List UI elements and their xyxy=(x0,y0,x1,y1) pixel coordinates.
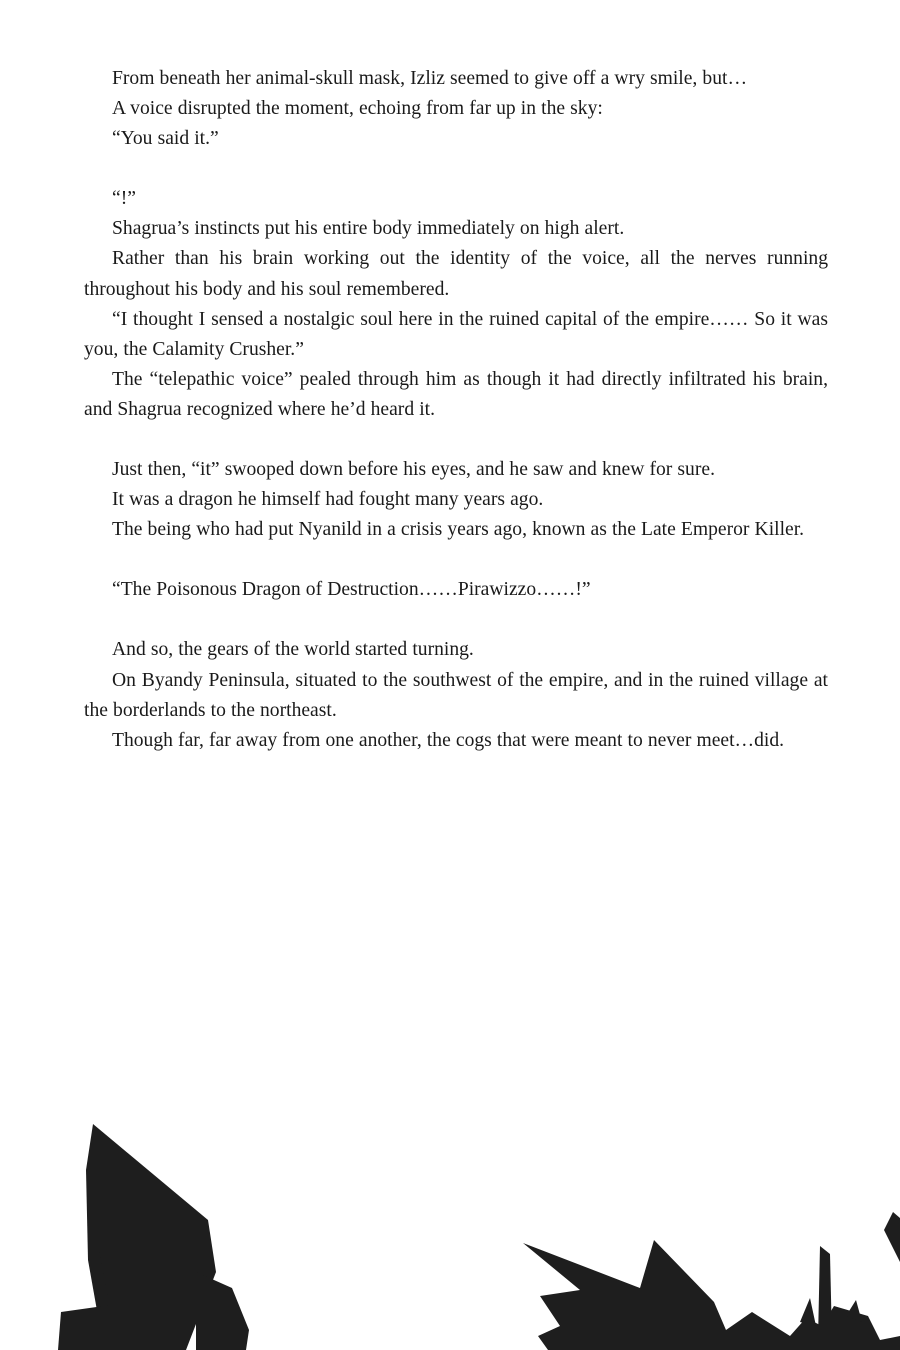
paragraph: A voice disrupted the moment, echoing from far up in the sky: xyxy=(112,98,603,120)
rubble-jagged-right xyxy=(523,1240,900,1350)
rubble-shard-tall-left xyxy=(86,1124,170,1350)
rubble-wedge-left xyxy=(93,1124,216,1350)
paragraph: Just then, “it” swooped down before his eyes, and he saw and knew for sure. xyxy=(112,459,715,481)
paragraph: Though far, far away from one another, the cogs that were meant to never meet…did. xyxy=(112,729,785,751)
rubble-spike-b xyxy=(846,1300,862,1322)
paragraph: The “telepathic voice” pealed through him as though it had directly infiltrated his brain, and Shagrua recognized where he’d heard it. xyxy=(84,368,828,420)
paragraph: On Byandy Peninsula, situated to the southwest of the empire, and in the ruined village at the borderlands to the northeast. xyxy=(84,669,828,721)
paragraph: And so, the gears of the world started turning. xyxy=(112,639,474,661)
section-gap xyxy=(84,605,828,635)
rubble-spike-a xyxy=(800,1298,816,1326)
rubble-spire-right xyxy=(818,1246,832,1340)
paragraph: From beneath her animal-skull mask, Izliz seemed to give off a wry smile, but… xyxy=(112,68,748,89)
paragraph: “I thought I sensed a nostalgic soul here in the ruined capital of the empire…… So it was you, the Calamity Crusher.” xyxy=(84,308,828,360)
paragraph: The being who had put Nyanild in a crisis years ago, known as the Late Emperor Killer. xyxy=(112,519,805,541)
paragraph: Rather than his brain working out the identity of the voice, all the nerves running throughout his body and his soul remembered. xyxy=(84,248,828,300)
rubble-spike-page-edge xyxy=(884,1212,900,1262)
paragraph: “!” xyxy=(112,188,136,210)
section-gap xyxy=(84,545,828,575)
paragraph: “You said it.” xyxy=(112,128,219,150)
section-gap xyxy=(84,425,828,455)
paragraph: “The Poisonous Dragon of Destruction……Pirawizzo……!” xyxy=(112,579,591,601)
rubble-slab-left-low xyxy=(58,1303,128,1350)
body-text-column xyxy=(84,64,828,756)
rubble-block-left-mid xyxy=(196,1272,249,1350)
section-gap xyxy=(84,154,828,184)
paragraph: It was a dragon he himself had fought many years ago. xyxy=(112,489,544,511)
paragraph: Shagrua’s instincts put his entire body immediately on high alert. xyxy=(112,218,625,240)
